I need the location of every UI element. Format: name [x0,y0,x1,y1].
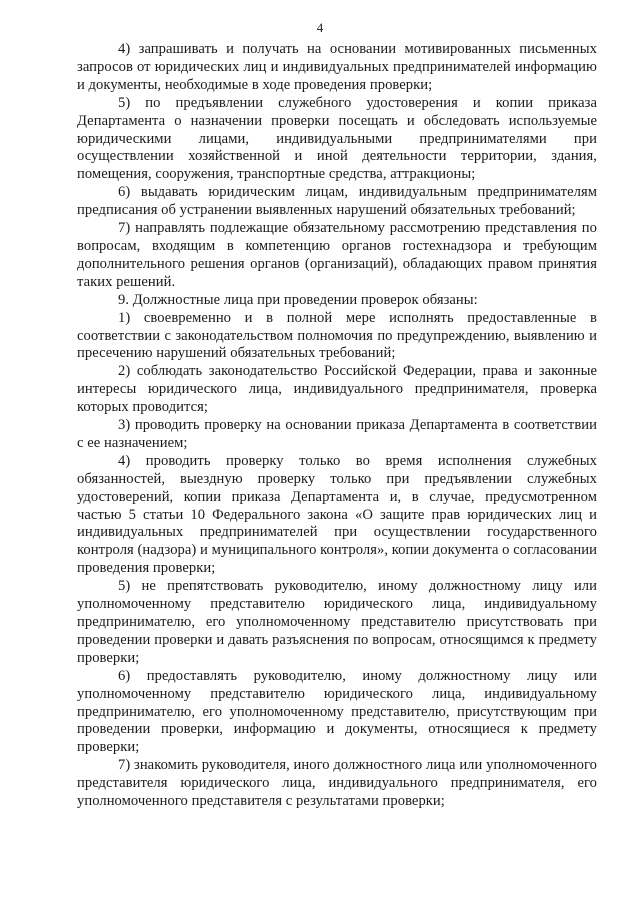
paragraph-rights-4-request-info: 4) запрашивать и получать на основании мотивированных письменных запросов от юридических лиц и индивидуальных предпринимателей информацию и документы, необходимые в ходе проведения проверки; [77,41,597,93]
paragraph-duty-1: 1) своевременно и в полной мере исполнять предоставленные в соответствии с законодательством полномочия по предупреждению, выявлению и пресечению нарушений обязательных требований; [77,309,597,362]
document-body [77,41,597,811]
page-number: 4 [316,20,324,35]
paragraph-duty-4: 4) проводить проверку только во время исполнения служебных обязанностей, выездную проверку только при предъявлении служебных удостоверений, копии приказа Департамента и, в случае, предусмотренном частью 5 статьи 10 Федерального закона «О защите прав юридических лиц и индивидуальных предпринимателей при осуществлении государственного контроля (надзора) и муниципального контроля», копии документа о согласовании проведения проверки; [77,452,597,577]
paragraph-duty-3: 3) проводить проверку на основании приказа Департамента в соответствии с ее назначением; [77,417,597,451]
paragraph-duty-7: 7) знакомить руководителя, иного должностного лица или уполномоченного представителя юридического лица, индивидуального предпринимателя, его уполномоченного представителя с результатами проверки; [77,757,597,810]
paragraph-rights-6-issue-orders: 6) выдавать юридическим лицам, индивидуальным предпринимателям предписания об устранении выявленных нарушений обязательных требований; [77,184,597,219]
section-heading-duties: 9. Должностные лица при проведении проверок обязаны: [118,291,478,308]
paragraph-duty-2: 2) соблюдать законодательство Российской Федерации, права и законные интересы юридического лица, индивидуального предпринимателя, проверка которых проводится; [77,363,597,416]
paragraph-duty-6: 6) предоставлять руководителю, иному должностному лицу или уполномоченному представителю юридического лица, индивидуальному предпринимателю, его уполномоченному представителю, присутствующим при проведении проверки, информацию и документы, относящиеся к предмету проверки; [77,667,597,756]
paragraph-rights-7-submit-representations: 7) направлять подлежащие обязательному рассмотрению представления по вопросам, входящим в компетенцию органов гостехнадзора и требующим дополнительного решения органов (организаций), обладающих правом принятия таких решений. [77,220,597,290]
paragraph-rights-5-inspect-premises: 5) по предъявлении служебного удостоверения и копии приказа Департамента о назначении проверки посещать и обследовать используемые юридическими лицами, индивидуальными предпринимателями при осуществлении хозяйственной и иной деятельности территории, здания, помещения, сооружения, транспортные средства, аттракционы; [77,94,597,183]
paragraph-duty-5: 5) не препятствовать руководителю, иному должностному лицу или уполномоченному представителю юридического лица, индивидуальному предпринимателю, его уполномоченному представителю присутствовать при проведении проверки и давать разъяснения по вопросам, относящимся к предмету проверки; [77,578,597,666]
